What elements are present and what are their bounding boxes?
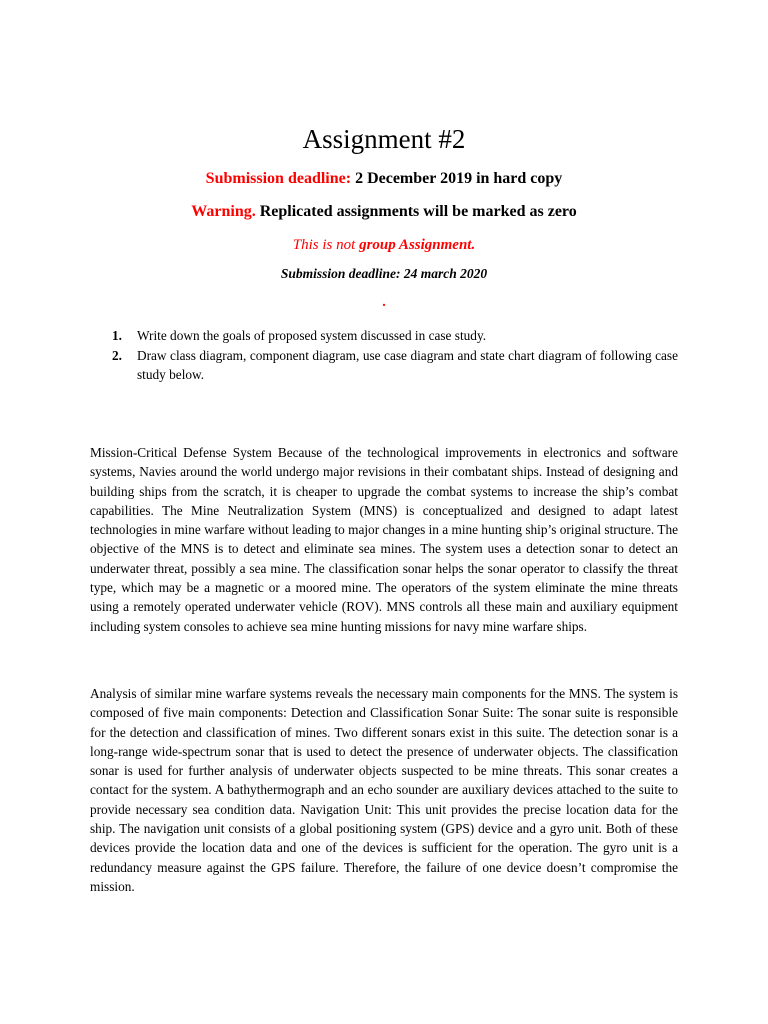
warning-label: Warning.: [191, 203, 256, 220]
deadline-value: 2 December 2019 in hard copy: [351, 170, 563, 187]
submission-deadline-line: [90, 168, 678, 190]
warning-line: [90, 201, 678, 223]
case-study-paragraph-1: Mission-Critical Defense System Because of the technological improvements in electronics and software systems, Navies around the world undergo major revisions in their combatant ships. Instead of designing and building ships from the scratch, it is cheaper to upgrade the combat systems to increase the ship’s combat capabilities. The Mine Neutralization System (MNS) is conceptualized and designed to adapt latest technologies in mine warfare without leading to major changes in a mine hunting ship’s original structure. The objective of the MNS is to detect and eliminate sea mines. The system uses a detection sonar to detect an underwater threat, possibly a sea mine. The classification sonar helps the sonar operator to classify the threat type, which may be a magnetic or a moored mine. The operators of the system eliminate the mine threats using a remotely operated underwater vehicle (ROV). MNS controls all these main and auxiliary equipment including system consoles to achieve sea mine hunting missions for navy mine warfare ships.: [90, 445, 678, 634]
submission-deadline-2: Submission deadline: 24 march 2020: [280, 266, 488, 281]
list-item-text: Draw class diagram, component diagram, use case diagram and state chart diagram of following case study below.: [137, 347, 678, 382]
group-note: [90, 235, 678, 255]
warning-text: Replicated assignments will be marked as zero: [255, 203, 577, 220]
list-item-number: 2.: [112, 347, 122, 363]
page-title: Assignment #2: [302, 124, 466, 154]
list-item: [90, 346, 678, 385]
note-bold: group Assignment.: [359, 237, 476, 253]
list-item-number: 1.: [112, 328, 122, 343]
note-prefix: This is not: [292, 237, 360, 253]
list-item: [90, 326, 678, 346]
list-item-text: Write down the goals of proposed system discussed in case study.: [137, 328, 487, 343]
red-dot: .: [382, 295, 386, 310]
case-study-paragraph-2: Analysis of similar mine warfare systems reveals the necessary main components for the MNS. The system is composed of five main components: Detection and Classification Sonar Suite: The sonar suite is responsible for the detection and classification of mines. Two different sonars exist in this suite. The detection sonar is a long-range wide-spectrum sonar that is used to detect the presence of underwater objects. The classification sonar is used for further analysis of underwater objects suspected to be mine threats. This sonar creates a contact for the system. A bathythermograph and an echo sounder are auxiliary devices attached to the suite to provide necessary sea condition data. Navigation Unit: This unit provides the precise location data for the ship. The navigation unit consists of a global positioning system (GPS) device and a gyro unit. Both of these devices provide the location data and one of the devices is sufficient for the operation. The gyro unit is a redundancy measure against the GPS failure. Therefore, the failure of one device doesn’t compromise the mission.: [90, 686, 678, 894]
deadline-label: Submission deadline:: [205, 170, 352, 187]
task-list: [90, 326, 678, 385]
